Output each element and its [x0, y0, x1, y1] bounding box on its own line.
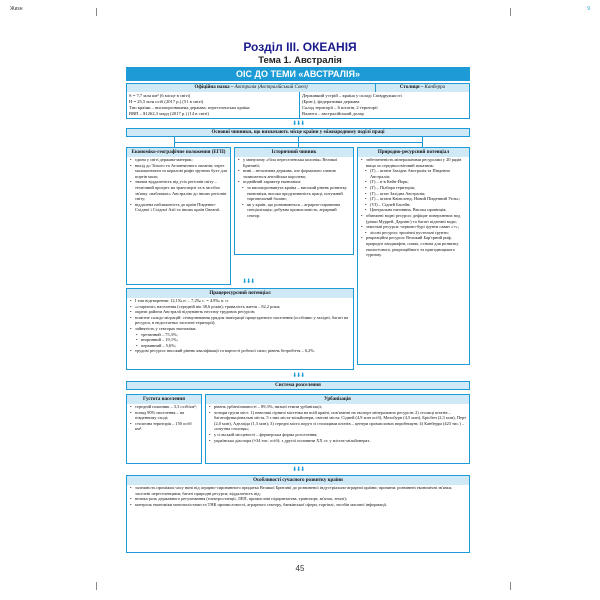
list-item: • лісові ресурси: тропічні пустельні ґрунти;	[370, 230, 467, 236]
list-item: • (Г) – штат Західна Австралія;	[370, 191, 467, 197]
list-item: • Центральна низовина, Висока провінція;	[370, 207, 467, 213]
natural-resources-title: Природно-ресурсний потенціал	[358, 148, 469, 157]
crop-mark	[502, 582, 511, 590]
population-line: Н = 25,5 млн осіб (2017 р.) (51 в світі)	[129, 99, 204, 104]
currency-line: Валюта – австралійський долар	[302, 111, 364, 116]
list-item: • у минулому «біла переселенська колонія» Великої Британії;	[243, 157, 351, 168]
urbanization-box	[205, 394, 470, 464]
official-name-row: Офіційна назва – Австралія (Австралійський Союз)	[127, 84, 376, 92]
list-item: • вихід до Тихого та Атлантичного океанів; через малоконтакти та коралові рифи зручних бухт для портів мало;	[135, 163, 228, 180]
list-item: • окремі райони Австралії відчувають нестачу трудових ресурсів;	[135, 309, 351, 315]
list-item: • (VI) – Сідней Басейн;	[370, 202, 467, 208]
list-item: • вторинний – 19,1%;	[141, 337, 351, 343]
list-item: • контроль економіки монополістами та ТНК промисловості, аграрного сектору, банківської сфери, торгівлі, засобів масової інформації.	[135, 502, 467, 508]
list-item: • чотири групи міст: 1) невеликі гірничі містечка на всій країні, пов'язанні на експорт мінеральних ресурсів; 2) столиці штатів – багатофункціональні міста, 5 з них міста-мільйонери, світові міста: Сідней (4,9 млн осіб), Мельбурн (4,5 млн), Брісбен (2,3 млн), Перт (2,0 млн), Аделаїда (1,3 млн); 3) середні міста поруч зі столицями штатів – центри промислових виробництв; 4) Канберра (423 тис.) – «штучна столиця»;	[214, 410, 467, 432]
list-item: • єдина у світі держава-материк;	[135, 157, 228, 163]
list-item: • віддалена наближеність до країн Південно-Східної і Східної Азії та інших країн Океанії.	[135, 202, 228, 213]
topic-title: Тема 1. Австралія	[258, 55, 342, 66]
list-item: • помітне сальдо міграцій: стимулювання урядом іммiграції працездатного населення (особливо у західні, багаті на ресурси, в недостатньо заселені території);	[135, 315, 351, 326]
list-item: • середній показник – 3,3 осіб/км²;	[135, 404, 199, 410]
list-item: • (Г) – п-в Кейп-Йорк;	[370, 179, 467, 185]
labour-title: Працересурсний потенціал	[127, 289, 353, 298]
axis-banner: ОІС ДО ТЕМИ «АВСТРАЛІЯ»	[126, 67, 470, 81]
crop-mark	[96, 582, 105, 590]
list-item: • первинний – 5,6%;	[141, 343, 351, 349]
country-type-line: Тип країни – високорозвинена держава, переселенська країна	[129, 105, 250, 110]
arrow-down-icon: ⬇⬇⬇	[292, 120, 305, 127]
list-item: • третинний – 75,3%;	[141, 332, 351, 338]
list-item: • рівень урбанізованості – 89,3%; низьні темпи урбанізації;	[214, 404, 467, 410]
list-item: • обмежені водні ресурси: дефіцит поверхневих вод (річки Муррей, Дарлінг) та багаті підземні води;	[366, 213, 467, 224]
settlement-banner: Система розселення	[126, 381, 470, 390]
density-title: Густота населення	[127, 395, 201, 404]
connector	[174, 137, 175, 147]
labour-box	[126, 288, 354, 370]
official-name-value: Австралія (Австралійський Союз)	[234, 85, 308, 90]
natural-resources-list	[358, 157, 469, 258]
list-item: • столична територія – 150 осіб/км².	[135, 421, 199, 432]
divider	[299, 92, 300, 118]
info-right-column	[302, 93, 468, 117]
running-header-left: Жизн	[10, 6, 23, 12]
historical-list	[235, 157, 353, 219]
area-line: S = 7,7 млн км² (6 місце в світі)	[129, 93, 191, 98]
list-item: • понад 90% населення – на південному сході;	[135, 410, 199, 421]
features-list	[127, 485, 469, 507]
egp-list	[127, 157, 230, 213]
section-title: Розділ III. ОКЕАНІЯ	[243, 40, 357, 54]
features-title: Особливості сучасного розвитку країни	[127, 476, 469, 485]
connector	[298, 137, 299, 147]
list-item: • подвійний характер економіки:	[243, 179, 351, 185]
page-number: 45	[295, 564, 305, 573]
arrow-down-icon: ⬇⬇⬇	[292, 372, 305, 379]
list-item: • нині – незалежна держава, але формально главою залишається англійська королева;	[243, 168, 351, 179]
list-item: • «старіюче» населення (середній вік 38,6 років); тривалість життя – 82,2 роки;	[135, 304, 351, 310]
government-line-2: (Брит.), федеративна держава	[302, 99, 360, 104]
list-item: • велика роль державного регулювання (електростанції, ЛЕП, промислові підприємства, транспорт, зв'язок, землі);	[135, 496, 467, 502]
list-item: • у сільській місцевості – фермерська форма розселення;	[214, 432, 467, 438]
list-item: • залежність проміжок часу нині від аграрно-сировинного придатка Великої Британії до розвиненої індустріально-аграрної країни; причини: розвинені економічні зв'язки, заселені переселенцями; багаті природні ресурси; віддаленість від;	[135, 485, 467, 496]
natural-resources-box	[357, 147, 470, 365]
official-name-label: Офіційна назва	[194, 85, 230, 90]
list-item: • рекреаційні ресурси: Великий Бар'єрний риф, природні ландшафти, пляжі, основа для розвитку екологічного, рекреаційного та пригодницького туризму.	[366, 235, 467, 257]
list-item: • (Г) – штати Західна Австралія та Південна Австралія;	[370, 168, 467, 179]
crop-mark	[96, 8, 105, 16]
list-item: • І тип відтворення: 12,1‰ н. – 7,2‰ с. = 4,9‰ п. п.	[135, 298, 351, 304]
density-list	[127, 404, 201, 432]
labour-list	[127, 298, 353, 354]
territory-line: Склад території – 6 штатів, 2 території	[302, 105, 378, 110]
factors-banner: Основні чинники, що визначають місце країни у міжнародному поділі праці	[126, 128, 470, 137]
arrow-down-icon: ⬇⬇⬇	[242, 278, 255, 285]
list-item: • як у країн, що розвиваються – аграрно-сировинна спеціалізація: добувна промисловість, аграрний сектор.	[247, 202, 351, 219]
list-item: • (Г) – Пілбара територія;	[370, 185, 467, 191]
arrow-down-icon: ⬇⬇⬇	[292, 466, 305, 473]
crop-mark	[502, 8, 511, 16]
gdp-line: ВВП – $1262,3 млрд (2017 р.) (14 в світі)	[129, 111, 209, 116]
urbanization-title: Урбанізація	[206, 395, 469, 404]
egp-title: Економіко-географічне положення (ЕГП)	[127, 148, 230, 157]
egp-box	[126, 147, 231, 285]
capital-label: Столиця	[399, 85, 420, 90]
list-item: • українська діаспора (≈34 тис. осіб): з другої половини ХХ ст. у містах-мільйонерах.	[214, 438, 467, 444]
list-item: • забезпеченість мінеральними ресурсами у 20 рядів вища за середньосвітовий показник:	[366, 157, 467, 168]
government-line: Державний устрій – країна у складі Співдружності	[302, 93, 402, 98]
list-item: • трудові ресурси: високий рівень кваліфікації та вартості робочої сили; рівень безробіття – 6,2%.	[135, 348, 351, 354]
density-box	[126, 394, 202, 464]
urbanization-list	[206, 404, 469, 443]
capital-value: Канберра	[424, 85, 446, 90]
historical-title: Історичний чинник	[235, 148, 353, 157]
connector	[422, 137, 423, 147]
features-box	[126, 475, 470, 553]
info-left-column	[129, 93, 297, 117]
running-header-right: 9	[587, 6, 590, 12]
list-item: • за високорозвинута країна – високий рівень розвитку економіки, висока продуктивність праці, потужний торговельний баланс;	[247, 185, 351, 202]
list-item: • значна віддаленість від усіх регіонів світу – технічний прогрес на транспорті та в засобах зв'язку «наближає» Австралію до інших регіонів світу;	[135, 179, 228, 201]
info-table	[126, 83, 470, 119]
list-item: • зайнятість у секторах економіки:	[135, 326, 351, 332]
capital-row: Столиця – Канберра	[376, 84, 469, 92]
historical-box	[234, 147, 354, 255]
list-item: • (Г) – штати Квінсленд, Новий Південний Уельс;	[370, 196, 467, 202]
list-item: • земельні ресурси: червоно-бурі ґрунти саван «+»;	[366, 224, 467, 230]
